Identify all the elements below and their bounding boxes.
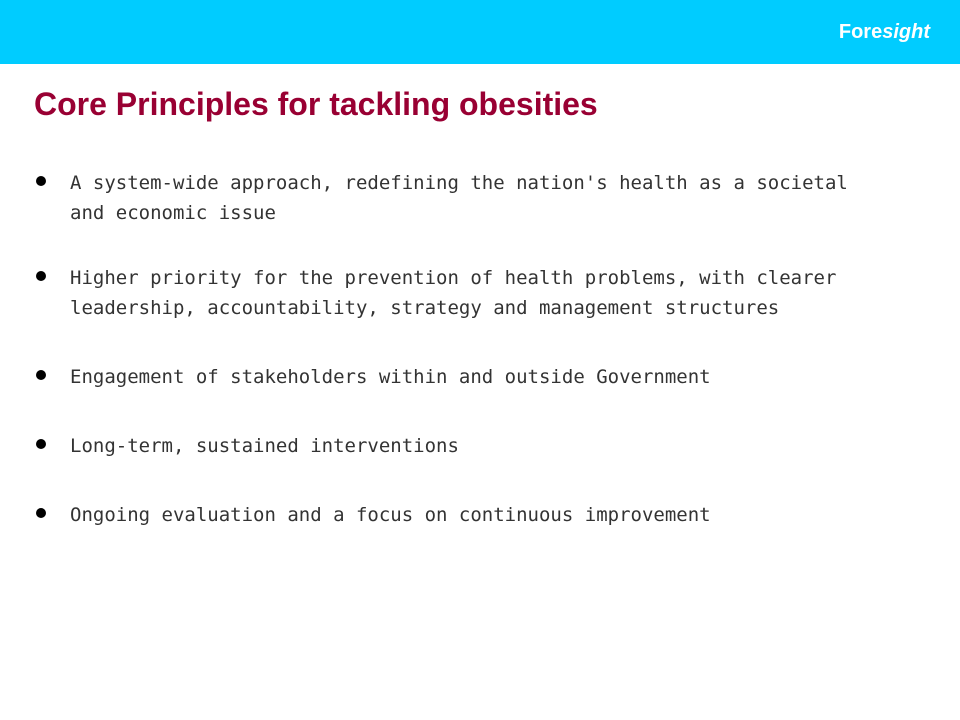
bullet-dot-icon	[36, 439, 46, 449]
logo-text-fore: Fore	[838, 21, 883, 43]
bullet-text: A system-wide approach, redefining the nation's health as a societal and economic issue	[70, 172, 848, 224]
bullet-text: Engagement of stakeholders within and outside Government	[70, 366, 711, 388]
bullet-dot-icon	[36, 176, 46, 186]
bullet-text: Ongoing evaluation and a focus on continuous improvement	[70, 504, 711, 526]
bullet-dot-icon	[36, 370, 46, 380]
bullet-dot-icon	[36, 271, 46, 281]
slide-title: Core Principles for tackling obesities	[34, 86, 598, 122]
bullet-text: Higher priority for the prevention of health problems, with clearer leadership, accountability, strategy and management structures	[70, 267, 837, 319]
bullet-text: Long-term, sustained interventions	[70, 435, 459, 457]
foresight-logo	[839, 20, 930, 44]
logo-text-sight: sight	[882, 21, 930, 43]
bullet-dot-icon	[36, 508, 46, 518]
header-bar	[0, 0, 960, 64]
